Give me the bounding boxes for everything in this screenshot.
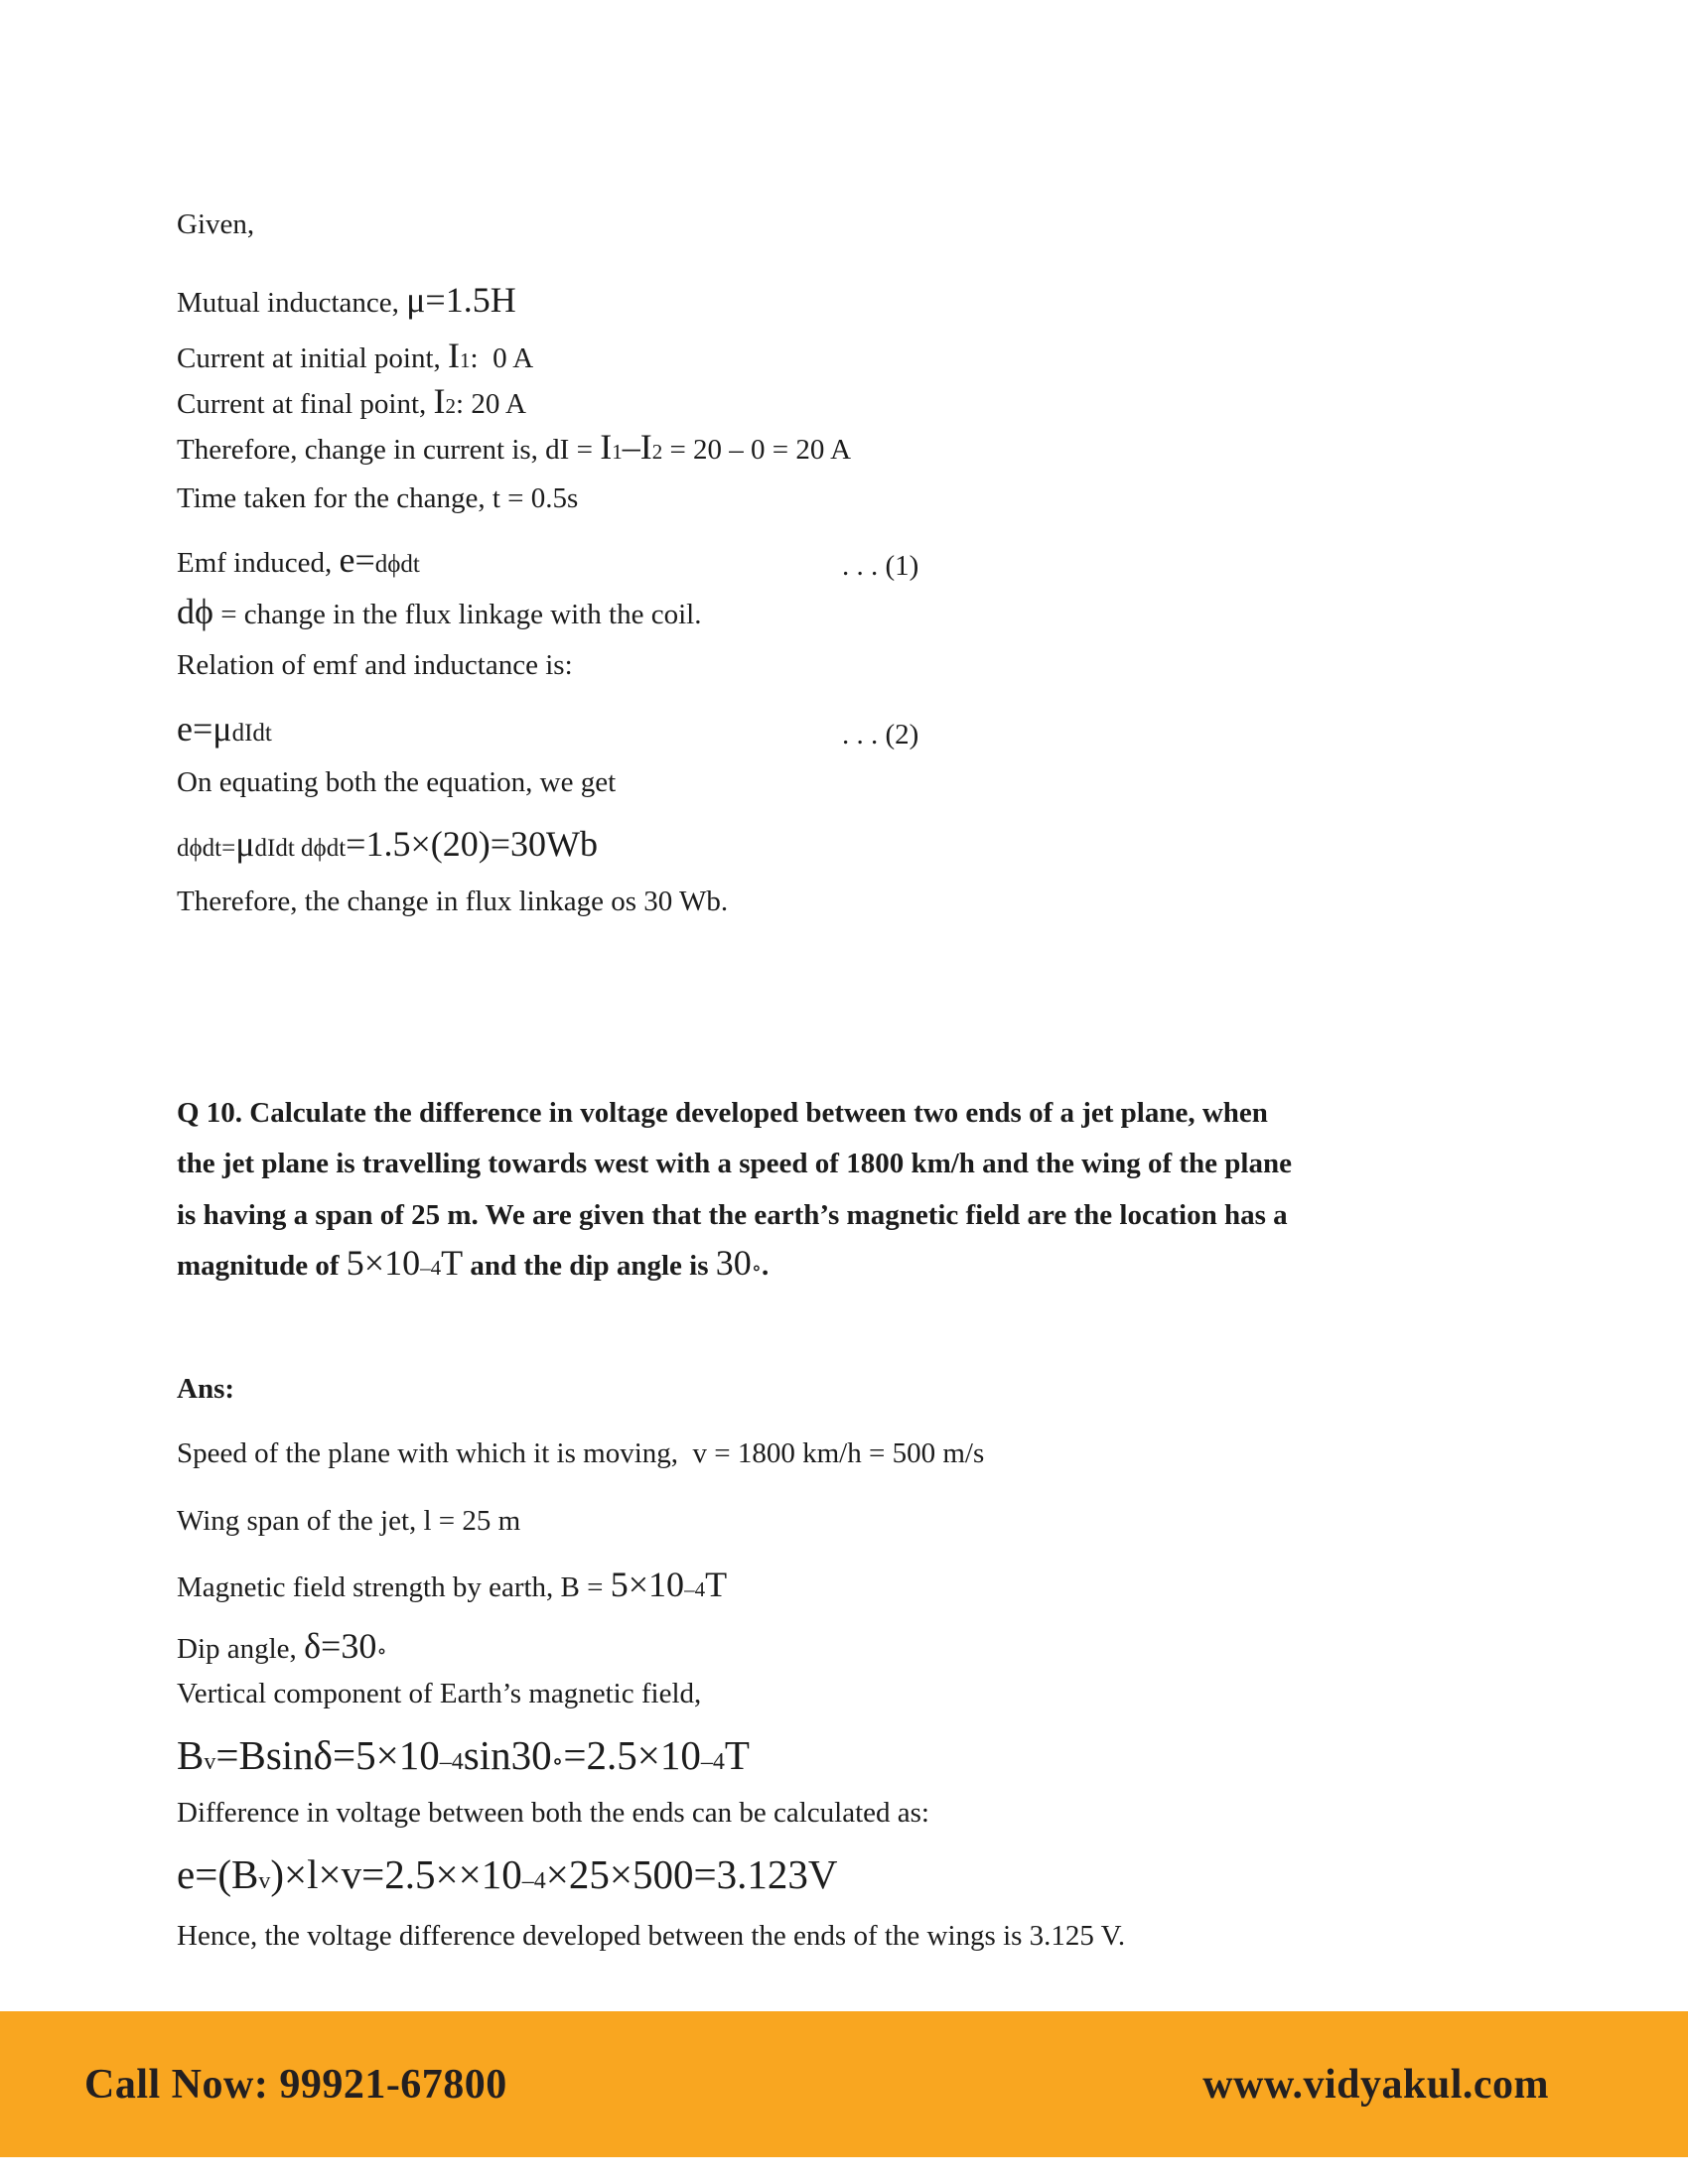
- question-10-line-4: [177, 1245, 769, 1281]
- text-segment: Dip angle,: [177, 1633, 305, 1665]
- ans-label: [177, 1375, 234, 1404]
- text-segment: is having a span of 25 m. We are given that the earth’s magnetic field are the location has a: [177, 1199, 1288, 1231]
- text-segment: T: [705, 1565, 728, 1604]
- text-segment: the jet plane is travelling towards west with a speed of 1800 km/h and the wing of the plane: [177, 1148, 1292, 1179]
- vertical-component-line: [177, 1680, 701, 1708]
- text-segment: v: [258, 1868, 271, 1894]
- voltage-equation-line: [177, 1851, 838, 1897]
- time-taken-line: [177, 484, 578, 513]
- text-segment: ∘: [376, 1639, 387, 1663]
- text-segment: magnitude of: [177, 1250, 347, 1282]
- bv-equation-line: [177, 1732, 750, 1778]
- text-segment: =1.5×(20)=30Wb: [346, 824, 599, 864]
- relation-line: [177, 651, 573, 680]
- text-segment: 5×10: [610, 1565, 685, 1604]
- emf-induced-line: [177, 542, 420, 578]
- text-segment: Hence, the voltage difference developed between the ends of the wings is 3.125 V.: [177, 1920, 1126, 1952]
- difference-line: [177, 1799, 929, 1828]
- text-segment: Relation of emf and inductance is:: [177, 649, 573, 681]
- text-segment: 30: [715, 1243, 752, 1283]
- question-10-line-3: [177, 1201, 1288, 1230]
- text-segment: : 0 A: [470, 342, 534, 374]
- text-segment: Current at initial point,: [177, 342, 449, 374]
- text-segment: T: [441, 1243, 464, 1283]
- text-segment: Ans:: [177, 1373, 235, 1405]
- text-segment: . . . (2): [842, 719, 919, 751]
- text-segment: –4: [684, 1577, 706, 1601]
- text-segment: =Bsinδ=5×10: [215, 1732, 440, 1778]
- text-segment: 2: [445, 394, 457, 418]
- text-segment: v: [204, 1749, 216, 1775]
- text-segment: 1: [612, 440, 623, 464]
- equating-line: [177, 768, 616, 797]
- wing-span-line: [177, 1507, 520, 1536]
- text-segment: =2.5×10: [563, 1732, 701, 1778]
- text-segment: ×25×500=3.123V: [545, 1851, 838, 1897]
- footer-bar: [0, 2011, 1688, 2157]
- speed-line: [177, 1439, 984, 1468]
- text-segment: 1: [460, 348, 471, 372]
- text-segment: Given,: [177, 208, 255, 240]
- text-segment: μ=1.5H: [406, 280, 516, 320]
- text-segment: Q 10. Calculate the difference in voltage developed between two ends of a jet plane, when: [177, 1097, 1268, 1129]
- flux-definition-line: [177, 594, 701, 629]
- mutual-inductance-line: [177, 282, 516, 318]
- text-segment: e=μ: [177, 709, 232, 749]
- text-segment: dϕ: [177, 592, 213, 631]
- footer-call-now: Call Now: 99921-67800: [84, 2061, 507, 2108]
- text-segment: dIdt dϕdt: [254, 835, 347, 862]
- text-segment: )×l×v=2.5××10: [270, 1851, 522, 1897]
- text-segment: Current at final point,: [177, 388, 434, 420]
- text-segment: Wing span of the jet, l = 25 m: [177, 1505, 521, 1537]
- text-segment: Vertical component of Earth’s magnetic field,: [177, 1678, 702, 1709]
- current-initial-line: [177, 338, 533, 373]
- text-segment: : 20 A: [456, 388, 526, 420]
- text-segment: –4: [700, 1749, 725, 1775]
- magnetic-field-line: [177, 1567, 727, 1602]
- text-segment: = 20 – 0 = 20 A: [662, 434, 852, 466]
- question-10-line-2: [177, 1150, 1292, 1178]
- text-segment: dϕdt=: [177, 835, 236, 862]
- question-10-line-1: [177, 1099, 1268, 1128]
- text-segment: –4: [420, 1256, 442, 1280]
- text-segment: . . . (1): [842, 550, 919, 582]
- current-final-line: [177, 383, 526, 419]
- text-segment: dϕdt: [374, 551, 420, 578]
- text-segment: 2: [651, 440, 663, 464]
- text-segment: Emf induced,: [177, 547, 340, 579]
- text-segment: e=: [339, 540, 375, 580]
- equation-2-marker: [842, 721, 918, 750]
- text-segment: Speed of the plane with which it is moving, v = 1800 km/h = 500 m/s: [177, 1437, 985, 1469]
- text-segment: Therefore, the change in flux linkage os 30 Wb.: [177, 886, 729, 917]
- text-segment: I: [600, 427, 613, 467]
- dip-angle-line: [177, 1628, 387, 1664]
- flux-result-line: [177, 887, 728, 916]
- text-segment: T: [724, 1732, 750, 1778]
- text-segment: Magnetic field strength by earth, B =: [177, 1571, 611, 1603]
- text-segment: dIdt: [231, 720, 272, 747]
- text-segment: ∘: [751, 1256, 763, 1280]
- text-segment: 5×10: [346, 1243, 421, 1283]
- conclusion-line: [177, 1922, 1125, 1951]
- text-segment: δ=30: [304, 1626, 377, 1666]
- text-segment: sin30: [463, 1732, 552, 1778]
- text-segment: I: [433, 381, 446, 421]
- footer-website: www.vidyakul.com: [1202, 2061, 1549, 2108]
- text-segment: On equating both the equation, we get: [177, 766, 617, 798]
- flux-calculation-line: [177, 826, 598, 862]
- text-segment: and the dip angle is: [463, 1250, 716, 1282]
- equation-2-line: [177, 711, 272, 747]
- text-segment: μ: [235, 824, 255, 864]
- text-segment: I: [639, 427, 652, 467]
- text-segment: –: [622, 427, 640, 467]
- text-segment: –4: [521, 1868, 546, 1894]
- text-segment: ∘: [551, 1749, 564, 1775]
- text-segment: I: [448, 336, 461, 375]
- text-segment: Time taken for the change, t = 0.5s: [177, 482, 579, 514]
- text-segment: e=(B: [177, 1851, 259, 1897]
- text-segment: Difference in voltage between both the ends can be calculated as:: [177, 1797, 929, 1829]
- text-segment: .: [762, 1250, 770, 1282]
- text-segment: B: [177, 1732, 205, 1778]
- text-segment: Mutual inductance,: [177, 287, 407, 319]
- text-segment: –4: [439, 1749, 464, 1775]
- equation-1-marker: [842, 552, 918, 581]
- text-segment: = change in the flux linkage with the coil.: [212, 599, 702, 630]
- text-segment: Therefore, change in current is, dI =: [177, 434, 601, 466]
- given-line: [177, 210, 254, 239]
- change-in-current-line: [177, 429, 851, 465]
